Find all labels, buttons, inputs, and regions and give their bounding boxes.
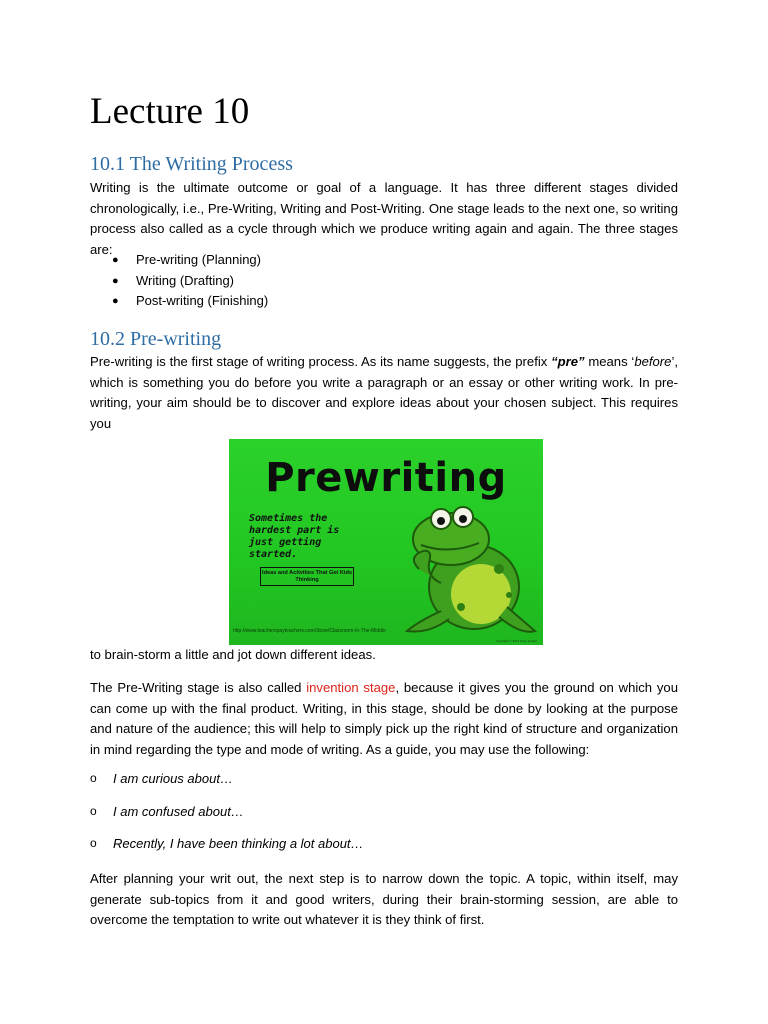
list-item: ● Pre-writing (Planning) (112, 250, 268, 271)
list-item: o Recently, I have been thinking a lot about… (90, 836, 364, 851)
narrow-topic-paragraph: After planning your writ out, the next step is to narrow down the topic. A topic, within itself, may generate sub-topics from it and good writers, during their brain-storming session, are able to overcome the temptation to write out whatever it is they think of first. (90, 871, 678, 927)
prewriting-paragraph: Pre-writing is the first stage of writing process. As its name suggests, the prefix “pre” means ‘before’, which is something you do before you write a paragraph or an essay or other writing work. In pre-writing, your aim should be to discover and explore ideas about your chosen subject. This requires you (90, 354, 678, 431)
frog-icon (389, 499, 539, 639)
prewriting-paragraph-continued: to brain-storm a little and jot down different ideas. (90, 647, 376, 662)
prompt-list (90, 771, 364, 869)
page-title: Lecture 10 (90, 91, 250, 132)
figure-tagline: Sometimes the hardest part is just getting started. (249, 513, 340, 560)
bullet-icon: ● (112, 295, 119, 307)
section-heading-prewriting: 10.2 Pre-writing (90, 328, 222, 350)
stages-list (112, 250, 268, 312)
list-item: ● Post-writing (Finishing) (112, 291, 268, 312)
writing-process-paragraph: Writing is the ultimate outcome or goal of a language. It has three different stages divided chronologically, i.e., Pre-Writing, Writing and Post-Writing. One stage leads to the next one, so writing process also called as a cycle through which we produce writing again and again. The three stages are: (90, 180, 678, 257)
list-item: o I am curious about… (90, 771, 233, 786)
prewriting-image (229, 439, 543, 645)
bullet-icon: ● (112, 274, 119, 287)
section-heading-writing-process: 10.1 The Writing Process (90, 153, 293, 175)
list-item: ● Writing (Drafting) (112, 271, 268, 292)
figure-title: Prewriting (265, 455, 507, 501)
circle-bullet-icon: o (90, 803, 97, 818)
figure-copyright: Copyright © 2013 Kerry Hunter (495, 639, 537, 643)
invention-stage-highlight: invention stage (306, 680, 396, 695)
figure-url: http://www.teacherspayteachers.com/Store/Classroom-In-The-Middle (233, 628, 386, 634)
list-item: o I am confused about… (90, 803, 244, 819)
circle-bullet-icon: o (90, 836, 97, 850)
bullet-icon: ● (112, 254, 119, 266)
invention-stage-paragraph: The Pre-Writing stage is also called invention stage, because it gives you the ground on which you can come up with the final product. Writing, in this stage, should be done by looking at the purpose and nature of the audience; this will help to simply pick up the right kind of structure and organization in mind regarding the type and mode of writing. As a guide, you may use the following: (90, 680, 678, 757)
figure-box-label: Ideas and Activities That Get Kids Thinking (260, 567, 354, 586)
circle-bullet-icon: o (90, 771, 97, 785)
